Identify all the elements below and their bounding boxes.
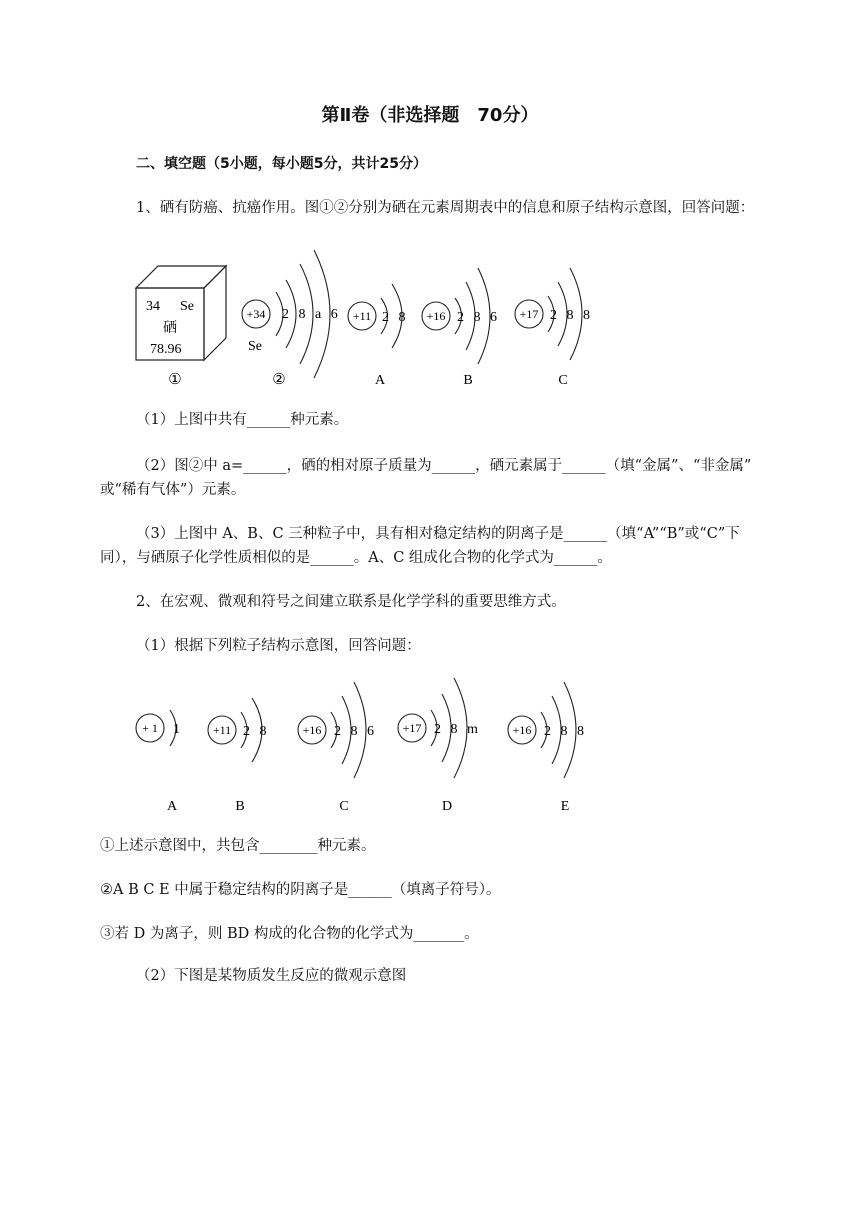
q2-particle-E-shells: 2 8 8 [544,724,587,739]
particle-B-shells: 2 8 6 [457,310,500,325]
se-shells: 2 8 a 6 [282,307,341,322]
q2-particle-E-nucleus: +16 [512,723,532,737]
particle-B-nucleus: +16 [426,309,446,323]
q2-sub2: ②A B C E 中属于稳定结构的阴离子是______（填离子符号）。 [100,882,501,898]
page-title: 第Ⅱ卷（非选择题 70分） [321,105,539,126]
q2-label-E: E [560,799,570,814]
q1-part3-line2: 同），与硒原子化学性质相似的是______。A、C 组成化合物的化学式为______。 [100,550,612,566]
q2-label-B: B [235,799,245,814]
particle-A-shells: 2 8 [382,310,409,325]
section-heading: 二、填空题（5小题，每小题5分，共计25分） [136,156,427,172]
label-B: B [463,373,473,388]
q1-part1: （1）上图中共有______种元素。 [136,412,349,428]
q2-label-C: C [339,799,349,814]
q2-label-A: A [166,799,178,814]
q2-label-D: D [441,799,453,814]
label-A: A [374,373,386,388]
tile-symbol: Se [180,299,194,314]
particle-C-shells: 2 8 8 [550,308,593,323]
q2-part2: （2）下图是某物质发生反应的微观示意图 [136,968,407,984]
tile-number: 34 [146,299,160,314]
q2-particle-D-nucleus: +17 [402,721,422,735]
q2-particle-D-shells: 2 8 m [434,722,481,737]
q2-particle-B-shells: 2 8 [243,724,270,739]
caption-2: ② [272,372,286,388]
q2-particle-C-shells: 2 8 6 [334,724,377,739]
q2-particle-A-shells: 1 [173,722,180,737]
tile-name: 硒 [163,321,177,336]
q2-figure [0,672,860,822]
q1-figure [0,240,860,390]
q2-particle-A-nucleus: + 1 [142,721,158,735]
q2-particle-B-nucleus: +11 [212,723,232,737]
q1-part3-line1: （3）上图中 A、B、C 三种粒子中，具有相对稳定结构的阴离子是______（填“A”“B”或“C”下 [136,526,740,542]
se-label: Se [248,339,262,354]
q1-stem: 1、硒有防癌、抗癌作用。图①②分别为硒在元素周期表中的信息和原子结构示意图，回答问题： [136,200,755,216]
particle-C-nucleus: +17 [519,307,539,321]
se-nucleus: +34 [246,307,266,321]
q1-part2-line2: 或“稀有气体”）元素。 [100,482,246,498]
caption-1: ① [168,372,182,388]
label-C: C [558,373,568,388]
q1-part2-line1: （2）图②中 a=______，硒的相对原子质量为______，硒元素属于______（填“金属”、“非金属” [136,458,752,474]
q2-sub1: ①上述示意图中，共包含________种元素。 [100,838,376,854]
particle-A-nucleus: +11 [352,309,372,323]
tile-mass: 78.96 [150,342,182,357]
q2-part1: （1）根据下列粒子结构示意图，回答问题： [136,638,421,654]
q2-stem: 2、在宏观、微观和符号之间建立联系是化学学科的重要思维方式。 [136,594,566,610]
q2-sub3: ③若 D 为离子，则 BD 构成的化合物的化学式为_______。 [100,926,479,942]
q2-particle-C-nucleus: +16 [302,723,322,737]
